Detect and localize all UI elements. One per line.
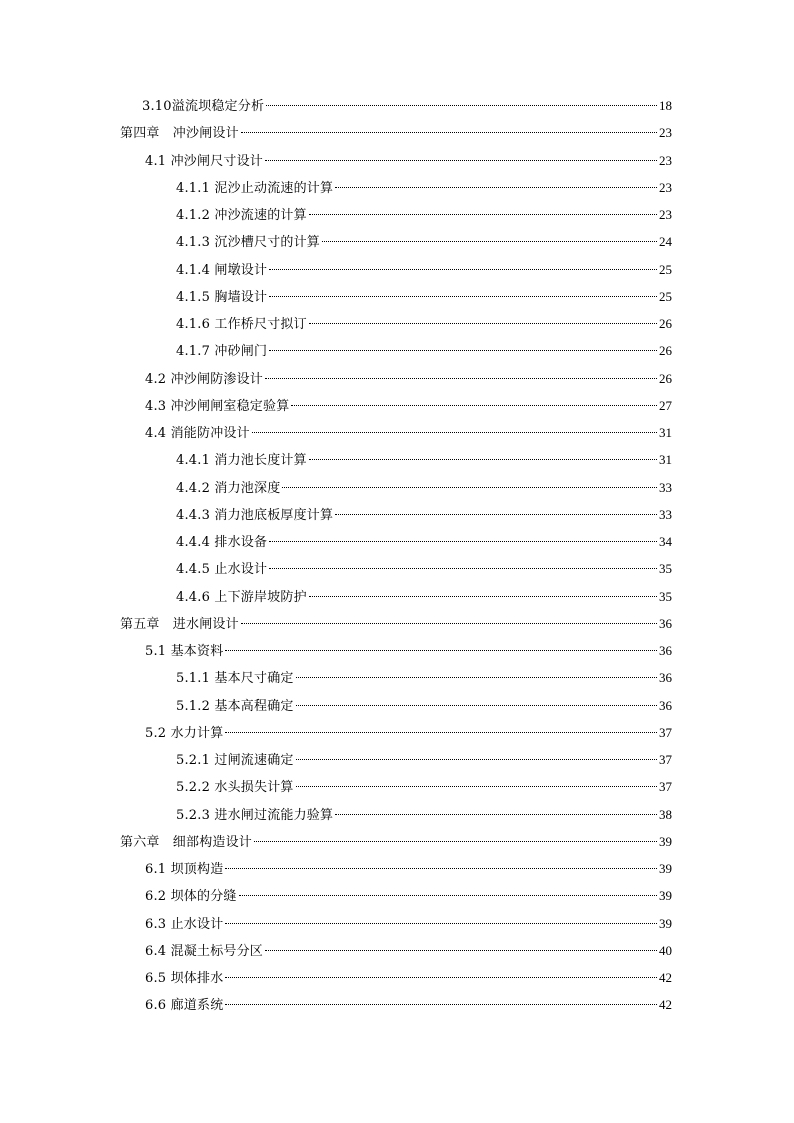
toc-entry-title: 4.3 冲沙闸闸室稳定验算 bbox=[145, 398, 290, 414]
toc-entry-page-number: 25 bbox=[659, 261, 672, 277]
dot-leader bbox=[296, 786, 657, 787]
dot-leader bbox=[291, 405, 657, 406]
toc-entry-title: 4.4.3 消力池底板厚度计算 bbox=[176, 507, 334, 523]
toc-entry-page-number: 42 bbox=[659, 970, 672, 985]
dot-leader bbox=[322, 241, 657, 242]
toc-entry-page-number: 18 bbox=[659, 98, 672, 113]
dot-leader bbox=[241, 623, 657, 624]
dot-leader bbox=[282, 487, 657, 488]
toc-entry-page-number: 39 bbox=[659, 915, 672, 931]
toc-entry[interactable] bbox=[120, 828, 672, 855]
toc-entry[interactable] bbox=[176, 583, 672, 610]
dot-leader bbox=[265, 378, 657, 379]
toc-entry-title: 4.2 冲沙闸防渗设计 bbox=[145, 371, 264, 387]
toc-entry[interactable] bbox=[142, 92, 672, 119]
toc-entry-page-number: 31 bbox=[659, 452, 672, 468]
toc-entry-title: 4.1 冲沙闸尺寸设计 bbox=[145, 153, 264, 169]
toc-entry-title: 4.1.1 泥沙止动流速的计算 bbox=[176, 180, 334, 196]
dot-leader bbox=[269, 296, 657, 297]
toc-entry[interactable] bbox=[145, 964, 672, 991]
toc-entry-page-number: 36 bbox=[659, 643, 672, 658]
toc-entry[interactable] bbox=[176, 201, 672, 228]
toc-entry[interactable] bbox=[176, 283, 672, 310]
dot-leader bbox=[309, 323, 657, 324]
toc-entry[interactable] bbox=[145, 419, 672, 446]
toc-entry-title: 5.1 基本资料 bbox=[145, 644, 224, 659]
toc-entry-title: 4.1.3 沉沙槽尺寸的计算 bbox=[176, 235, 321, 251]
toc-entry-page-number: 33 bbox=[659, 479, 672, 495]
toc-entry-title: 4.4.5 止水设计 bbox=[176, 562, 268, 578]
dot-leader bbox=[265, 160, 657, 161]
toc-entry-title: 6.5 坝体排水 bbox=[145, 971, 224, 986]
toc-entry-page-number: 35 bbox=[659, 561, 672, 577]
dot-leader bbox=[309, 596, 657, 597]
toc-entry-page-number: 36 bbox=[659, 670, 672, 686]
dot-leader bbox=[296, 705, 657, 706]
toc-entry-title: 5.2.2 水头损失计算 bbox=[176, 780, 294, 796]
toc-entry[interactable] bbox=[145, 365, 672, 392]
toc-entry[interactable] bbox=[176, 746, 672, 773]
toc-entry-title: 4.4.1 消力池长度计算 bbox=[176, 453, 307, 469]
toc-entry[interactable] bbox=[120, 610, 672, 637]
toc-entry-title: 4.1.2 冲沙流速的计算 bbox=[176, 208, 307, 223]
dot-leader bbox=[225, 1004, 657, 1005]
toc-entry-page-number: 26 bbox=[659, 343, 672, 359]
toc-entry-page-number: 23 bbox=[659, 207, 672, 222]
toc-entry-title: 第六章 细部构造设计 bbox=[120, 834, 253, 850]
toc-entry-page-number: 35 bbox=[659, 588, 672, 604]
toc-entry[interactable] bbox=[176, 310, 672, 337]
dot-leader bbox=[269, 269, 657, 270]
toc-entry[interactable] bbox=[176, 692, 672, 719]
toc-entry-page-number: 31 bbox=[659, 425, 672, 440]
dot-leader bbox=[252, 432, 657, 433]
dot-leader bbox=[225, 977, 657, 978]
toc-entry-page-number: 33 bbox=[659, 506, 672, 522]
toc-entry[interactable] bbox=[176, 474, 672, 501]
toc-entry-title: 5.2.3 进水闸过流能力验算 bbox=[176, 807, 334, 823]
toc-entry[interactable] bbox=[145, 855, 672, 882]
dot-leader bbox=[309, 459, 657, 460]
toc-entry-title: 5.2 水力计算 bbox=[145, 725, 224, 741]
toc-entry-page-number: 27 bbox=[659, 397, 672, 413]
toc-entry[interactable] bbox=[145, 882, 672, 909]
dot-leader bbox=[239, 895, 657, 896]
toc-entry[interactable] bbox=[176, 174, 672, 201]
toc-entry[interactable] bbox=[176, 555, 672, 582]
toc-entry-page-number: 26 bbox=[659, 370, 672, 386]
toc-entry[interactable] bbox=[145, 937, 672, 964]
toc-entry-title: 5.2.1 过闸流速确定 bbox=[176, 753, 294, 768]
toc-entry-title: 4.1.5 胸墙设计 bbox=[176, 289, 268, 305]
toc-entry-page-number: 42 bbox=[659, 997, 672, 1013]
toc-entry-page-number: 36 bbox=[659, 697, 672, 713]
dot-leader bbox=[225, 650, 657, 651]
toc-entry[interactable] bbox=[176, 801, 672, 828]
toc-entry[interactable] bbox=[176, 256, 672, 283]
toc-entry-page-number: 38 bbox=[659, 806, 672, 822]
toc-entry-page-number: 34 bbox=[659, 534, 672, 549]
toc-entry-page-number: 40 bbox=[659, 942, 672, 958]
dot-leader bbox=[309, 214, 657, 215]
toc-entry-page-number: 23 bbox=[659, 152, 672, 168]
dot-leader bbox=[335, 514, 657, 515]
toc-entry[interactable] bbox=[176, 528, 672, 555]
toc-entry[interactable] bbox=[176, 337, 672, 364]
toc-entry-title: 4.4.2 消力池深度 bbox=[176, 480, 281, 496]
dot-leader bbox=[296, 759, 657, 760]
toc-entry[interactable] bbox=[145, 991, 672, 1018]
toc-entry[interactable] bbox=[145, 147, 672, 174]
dot-leader bbox=[225, 732, 657, 733]
toc-entry-title: 第五章 进水闸设计 bbox=[120, 616, 239, 632]
toc-entry[interactable] bbox=[176, 446, 672, 473]
toc-entry-title: 6.2 坝体的分缝 bbox=[145, 889, 237, 905]
dot-leader bbox=[335, 814, 657, 815]
dot-leader bbox=[335, 187, 657, 188]
toc-entry[interactable] bbox=[145, 392, 672, 419]
dot-leader bbox=[241, 132, 657, 133]
toc-entry-title: 3.10溢流坝稳定分析 bbox=[142, 99, 265, 114]
toc-entry-page-number: 23 bbox=[659, 125, 672, 141]
toc-entry[interactable] bbox=[176, 664, 672, 691]
dot-leader bbox=[269, 350, 657, 351]
dot-leader bbox=[254, 841, 657, 842]
toc-entry-page-number: 39 bbox=[659, 888, 672, 904]
toc-entry[interactable] bbox=[176, 228, 672, 255]
toc-entry-title: 第四章 冲沙闸设计 bbox=[120, 126, 239, 142]
toc-entry-title: 6.4 混凝土标号分区 bbox=[145, 943, 264, 959]
toc-entry-title: 5.1.2 基本高程确定 bbox=[176, 698, 294, 714]
toc-entry-title: 4.1.4 闸墩设计 bbox=[176, 262, 268, 278]
toc-entry-page-number: 37 bbox=[659, 724, 672, 740]
toc-entry-page-number: 23 bbox=[659, 179, 672, 195]
toc-entry[interactable] bbox=[145, 910, 672, 937]
toc-entry-title: 4.1.6 工作桥尺寸拟订 bbox=[176, 317, 307, 332]
toc-entry[interactable] bbox=[145, 719, 672, 746]
toc-entry-page-number: 37 bbox=[659, 779, 672, 795]
dot-leader bbox=[269, 541, 657, 542]
toc-entry-title: 6.1 坝顶构造 bbox=[145, 862, 224, 877]
toc-entry[interactable] bbox=[120, 119, 672, 146]
dot-leader bbox=[265, 950, 657, 951]
toc-entry-page-number: 26 bbox=[659, 316, 672, 331]
toc-entry-page-number: 39 bbox=[659, 833, 672, 849]
toc-entry-title: 5.1.1 基本尺寸确定 bbox=[176, 671, 294, 687]
dot-leader bbox=[296, 677, 657, 678]
toc-entry-page-number: 39 bbox=[659, 861, 672, 876]
dot-leader bbox=[269, 568, 657, 569]
toc-entry-title: 6.3 止水设计 bbox=[145, 916, 224, 932]
toc-entry[interactable] bbox=[176, 501, 672, 528]
toc-entry-title: 4.4 消能防冲设计 bbox=[145, 426, 250, 441]
dot-leader bbox=[266, 105, 657, 106]
toc-entry-page-number: 37 bbox=[659, 752, 672, 767]
toc-entry-title: 6.6 廊道系统 bbox=[145, 998, 224, 1014]
toc-entry-page-number: 25 bbox=[659, 288, 672, 304]
toc-entry-title: 4.4.6 上下游岸坡防护 bbox=[176, 589, 307, 605]
toc-entry[interactable] bbox=[176, 773, 672, 800]
toc-entry-page-number: 36 bbox=[659, 615, 672, 631]
toc-entry[interactable] bbox=[145, 637, 672, 664]
dot-leader bbox=[225, 923, 657, 924]
toc-entry-page-number: 24 bbox=[659, 234, 672, 250]
toc-entry-title: 4.1.7 冲砂闸门 bbox=[176, 344, 268, 360]
dot-leader bbox=[225, 868, 657, 869]
toc-entry-title: 4.4.4 排水设备 bbox=[176, 535, 268, 550]
